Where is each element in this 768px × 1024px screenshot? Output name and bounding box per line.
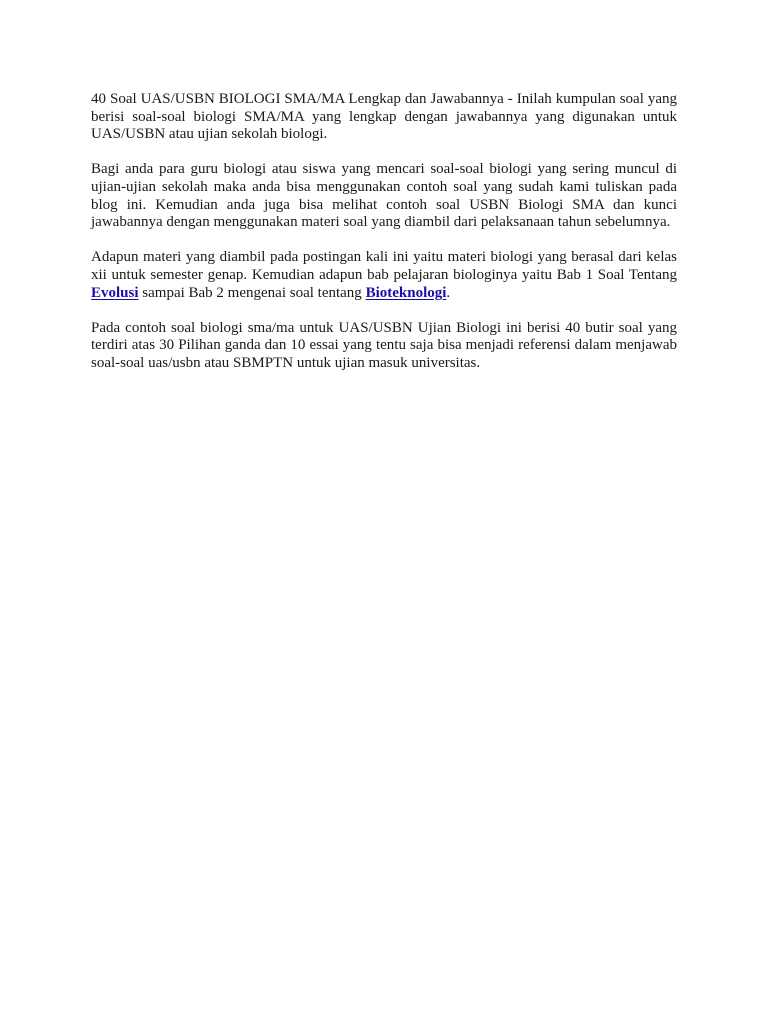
paragraph-material <box>91 249 677 302</box>
link-evolusi[interactable]: Evolusi <box>91 284 139 301</box>
paragraph-material-text-end: . <box>446 284 451 301</box>
paragraph-material-text-start: Adapun materi yang diambil pada postingan kali ini yaitu materi biologi yang berasal dari kelas xii untuk semester genap. Kemudian adapun bab pelajaran biologinya yaitu Bab 1 Soal Tentang <box>91 249 677 283</box>
document-body <box>91 91 677 373</box>
paragraph-audience: Bagi anda para guru biologi atau siswa yang mencari soal-soal biologi yang sering muncul di ujian-ujian sekolah maka anda bisa menggunakan contoh soal yang sudah kami tuliskan pada blog ini. Kemudian anda juga bisa melihat contoh soal USBN Biologi SMA dan kunci jawabannya dengan menggunakan materi soal yang diambil dari pelaksanaan tahun sebelumnya. <box>91 161 677 231</box>
link-bioteknologi[interactable]: Bioteknologi <box>365 284 447 301</box>
paragraph-material-text-middle: sampai Bab 2 mengenai soal tentang <box>138 284 366 301</box>
paragraph-contents: Pada contoh soal biologi sma/ma untuk UAS/USBN Ujian Biologi ini berisi 40 butir soal yang terdiri atas 30 Pilihan ganda dan 10 essai yang tentu saja bisa menjadi referensi dalam menjawab soal-soal uas/usbn atau SBMPTN untuk ujian masuk universitas. <box>91 319 677 371</box>
paragraph-intro: 40 Soal UAS/USBN BIOLOGI SMA/MA Lengkap dan Jawabannya - Inilah kumpulan soal yang berisi soal-soal biologi SMA/MA yang lengkap dengan jawabannya yang digunakan untuk UAS/USBN atau ujian sekolah biologi. <box>91 91 677 143</box>
